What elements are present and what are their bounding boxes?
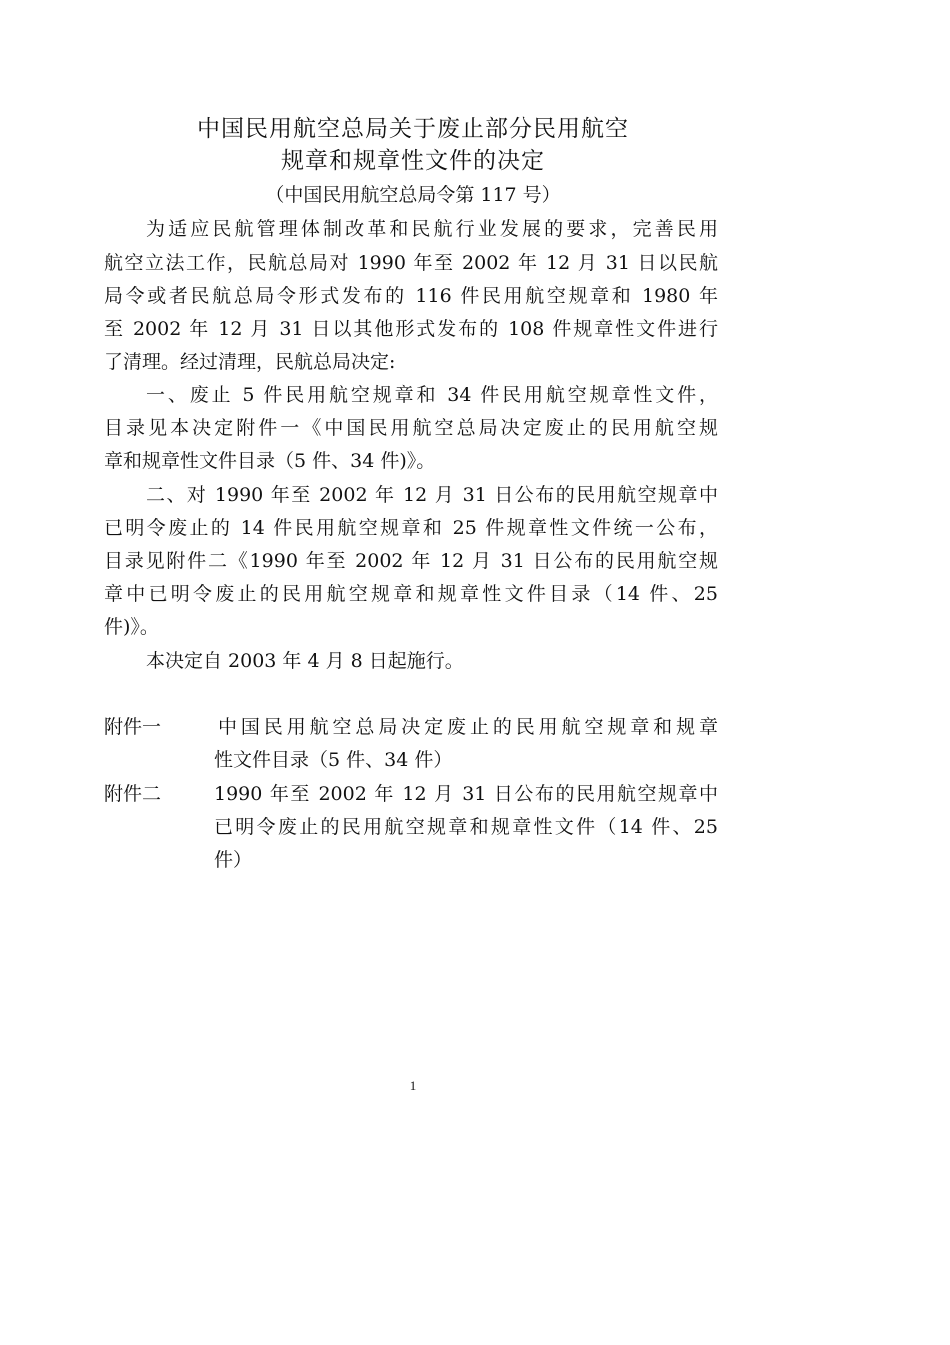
paragraph-3-line: 章中已明令废止的民用航空规章和规章性文件目录（14 件、25 xyxy=(104,583,718,605)
attachment-2-line: 1990 年至 2002 年 12 月 31 日公布的民用航空规章中 xyxy=(214,783,718,805)
paragraph-3-line: 件)》。 xyxy=(104,616,159,638)
paragraph-2-line: 章和规章性文件目录（5 件、34 件)》。 xyxy=(104,450,436,472)
paragraph-2-line: 目录见本决定附件一《中国民用航空总局决定废止的民用航空规 xyxy=(104,417,718,439)
paragraph-2-line: 一、废止 5 件民用航空规章和 34 件民用航空规章性文件， xyxy=(146,384,718,406)
attachment-2-line: 件） xyxy=(214,849,253,871)
paragraph-1-line: 为适应民航管理体制改革和民航行业发展的要求，完善民用 xyxy=(146,218,718,240)
document-title-line-1: 中国民用航空总局关于废止部分民用航空 xyxy=(197,116,629,142)
page-number: 1 xyxy=(409,1078,417,1093)
document-title-line-2: 规章和规章性文件的决定 xyxy=(281,148,545,174)
paragraph-3-line: 二、对 1990 年至 2002 年 12 月 31 日公布的民用航空规章中 xyxy=(146,484,718,506)
attachment-2-line: 已明令废止的民用航空规章和规章性文件（14 件、25 xyxy=(214,816,718,838)
attachment-1-line: 中国民用航空总局决定废止的民用航空规章和规章 xyxy=(218,716,718,738)
order-number: （中国民用航空总局令第 117 号） xyxy=(265,184,561,206)
attachment-2-label: 附件二 xyxy=(104,783,162,805)
paragraph-3-line: 已明令废止的 14 件民用航空规章和 25 件规章性文件统一公布， xyxy=(104,517,718,539)
attachment-1-line: 性文件目录（5 件、34 件） xyxy=(214,749,453,771)
effective-date-line: 本决定自 2003 年 4 月 8 日起施行。 xyxy=(146,650,464,672)
paragraph-1-line: 局令或者民航总局令形式发布的 116 件民用航空规章和 1980 年 xyxy=(104,285,718,307)
attachment-1-label: 附件一 xyxy=(104,716,162,738)
paragraph-1-line: 航空立法工作，民航总局对 1990 年至 2002 年 12 月 31 日以民航 xyxy=(104,252,718,274)
paragraph-1-line: 至 2002 年 12 月 31 日以其他形式发布的 108 件规章性文件进行 xyxy=(104,318,718,340)
paragraph-1-line: 了清理。经过清理，民航总局决定: xyxy=(104,351,396,373)
paragraph-3-line: 目录见附件二《1990 年至 2002 年 12 月 31 日公布的民用航空规 xyxy=(104,550,718,572)
